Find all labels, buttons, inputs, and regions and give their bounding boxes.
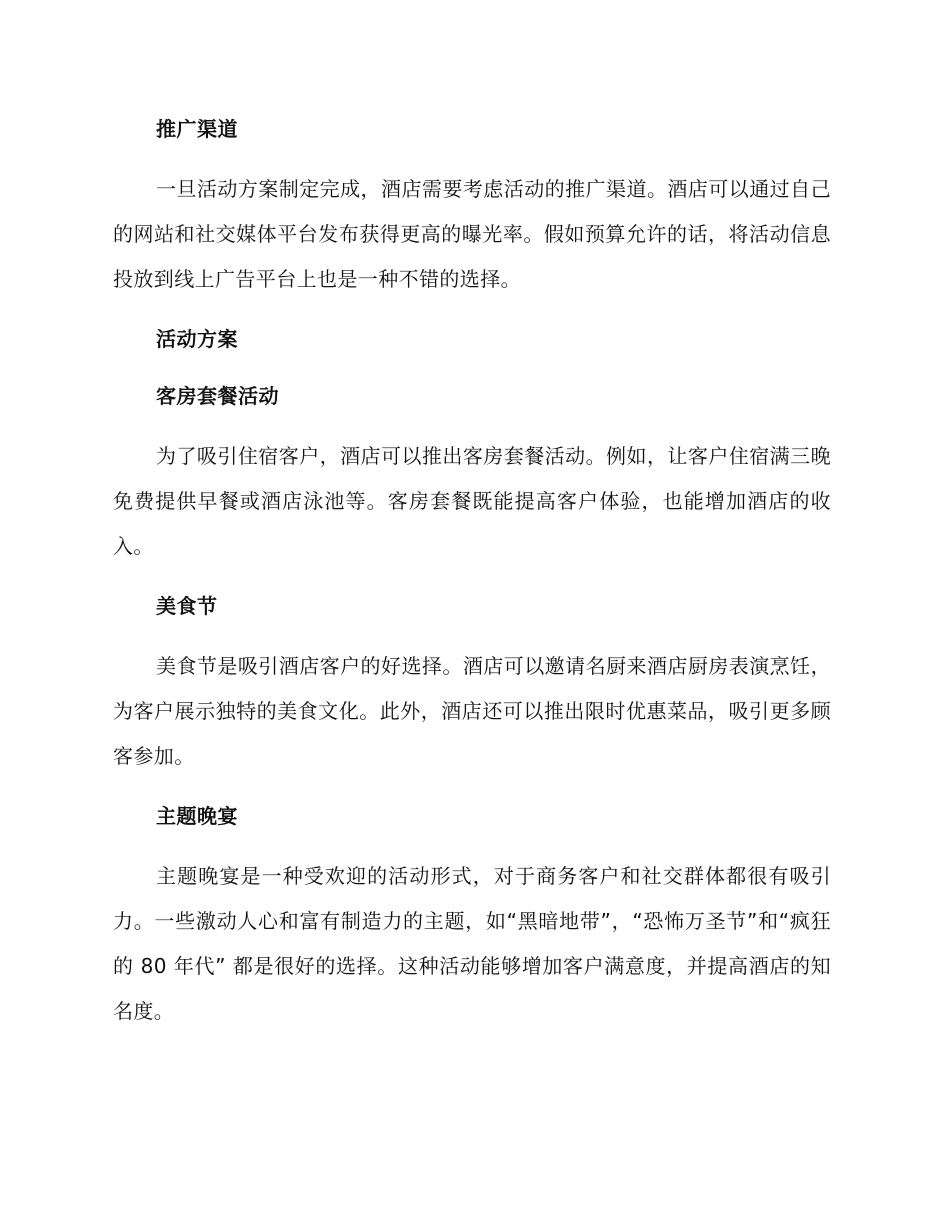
paragraph-room-package: 为了吸引住宿客户，酒店可以推出客房套餐活动。例如，让客户住宿满三晚免费提供早餐或酒店泳池等。客房套餐既能提高客户体验，也能增加酒店的收入。 bbox=[113, 444, 831, 558]
section-heading-theme-dinner: 主题晚宴 bbox=[156, 804, 238, 828]
paragraph-promotion-channels: 一旦活动方案制定完成，酒店需要考虑活动的推广渠道。酒店可以通过自己的网站和社交媒体平台发布获得更高的曝光率。假如预算允许的话，将活动信息投放到线上广告平台上也是一种不错的选择。 bbox=[113, 177, 831, 291]
section-heading-promotion-channels: 推广渠道 bbox=[156, 117, 238, 141]
document-body bbox=[113, 110, 831, 1034]
section-heading-food-festival: 美食节 bbox=[156, 594, 218, 618]
paragraph-food-festival: 美食节是吸引酒店客户的好选择。酒店可以邀请名厨来酒店厨房表演烹饪，为客户展示独特的美食文化。此外，酒店还可以推出限时优惠菜品，吸引更多顾客参加。 bbox=[113, 654, 831, 768]
paragraph-theme-dinner: 主题晚宴是一种受欢迎的活动形式，对于商务客户和社交群体都很有吸引力。一些激动人心和富有制造力的主题，如“黑暗地带”，“恐怖万圣节”和“疯狂的 80 年代” 都是很好的选择。这种活动能够增加客户满意度，并提高酒店的知名度。 bbox=[113, 864, 831, 1023]
section-heading-activity-plans: 活动方案 bbox=[156, 327, 238, 351]
section-heading-room-package: 客房套餐活动 bbox=[156, 384, 279, 408]
